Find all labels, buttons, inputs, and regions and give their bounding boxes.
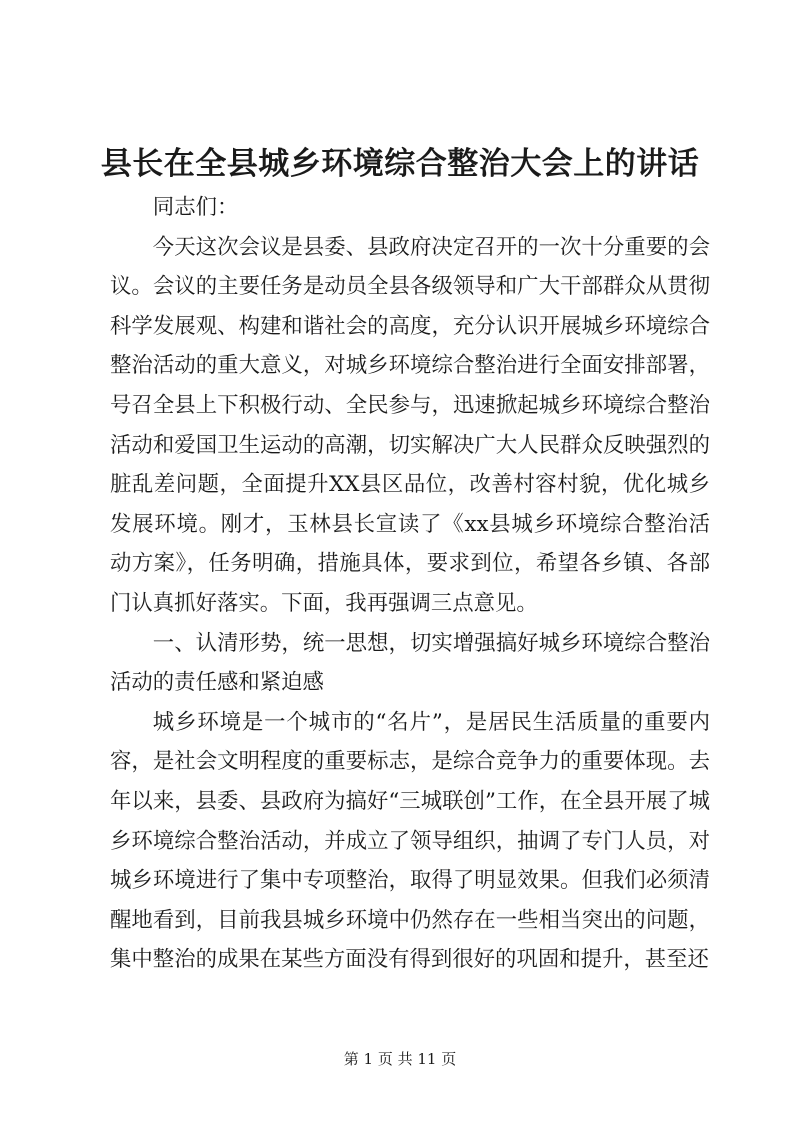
- paragraph-section-1: 城乡环境是一个城市的“名片”，是居民生活质量的重要内容，是社会文明程度的重要标志，是综合竞争力的重要体现。去年以来，县委、县政府为搞好“三城联创”工作，在全县开展了城乡环境综合整治活动，并成立了领导组织，抽调了专门人员，对城乡环境进行了集中专项整治，取得了明显效果。但我们必须清醒地看到，目前我县城乡环境中仍然存在一些相当突出的问题，集中整治的成果在某些方面没有得到很好的巩固和提升，甚至还: [110, 709, 710, 973]
- salutation: 同志们：: [152, 195, 239, 220]
- page-footer: 第 1 页 共 11 页: [343, 1050, 457, 1068]
- paragraph-intro: 今天这次会议是县委、县政府决定召开的一次十分重要的会议。会议的主要任务是动员全县各级领导和广大干部群众从贯彻科学发展观、构建和谐社会的高度，充分认识开展城乡环境综合整治活动的重大意义，对城乡环境综合整治进行全面安排部署，号召全县上下积极行动、全民参与，迅速掀起城乡环境综合整治活动和爱国卫生运动的高潮，切实解决广大人民群众反映强烈的脏乱差问题，全面提升XX县区品位，改善村容村貌，优化城乡发展环境。刚才，玉林县长宣读了《xx县城乡环境综合整治活动方案》，任务明确，措施具体，要求到位，希望各乡镇、各部门认真抓好落实。下面，我再强调三点意见。: [110, 234, 710, 616]
- section-heading-1: 一、认清形势，统一思想，切实增强搞好城乡环境综合整治活动的责任感和紧迫感: [110, 630, 710, 696]
- document-body: [110, 188, 710, 980]
- document-title: 县长在全县城乡环境综合整治大会上的讲话: [100, 146, 700, 182]
